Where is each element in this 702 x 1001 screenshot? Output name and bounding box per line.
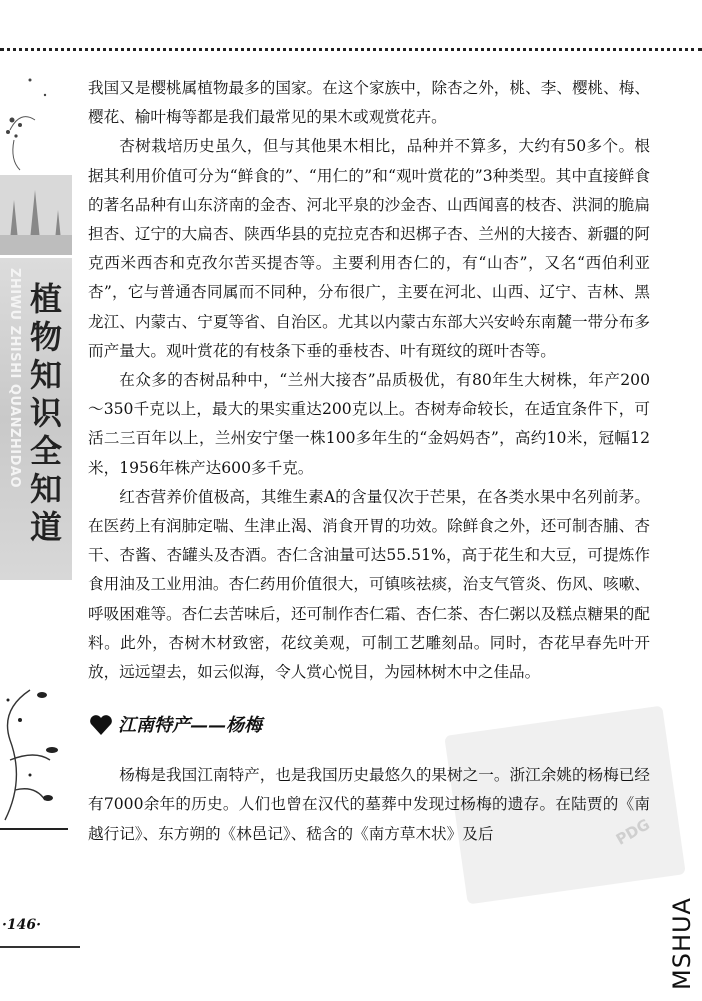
series-title: 植物知识全知道 (25, 282, 63, 548)
floral-decoration-top (0, 70, 72, 260)
page-number: ·146· (2, 917, 41, 933)
paragraph-4: 红杏营养价值极高，其维生素A的含量仅次于芒果，在各类水果中名列前茅。在医药上有润肺定喘、生津止渴、消食开胃的功效。除鲜食之外，还可制杏脯、杏干、杏酱、杏罐头及杏酒。杏仁含油量可达55.51%，高于花生和大豆，可提炼作食用油及工业用油。杏仁药用价值很大，可镇咳祛痰，治支气管炎、伤风、咳嗽、呼吸困难等。杏仁去苦味后，还可制作杏仁霜、杏仁茶、杏仁粥以及糕点糖果的配料。此外，杏树木材致密，花纹美观，可制工艺雕刻品。同时，杏花早春先叶开放，远远望去，如云似海，令人赏心悦目，为园林树木中之佳品。 (88, 487, 650, 682)
watermark-text: PDG (612, 815, 653, 849)
bottom-rule (0, 946, 80, 948)
paragraph-2: 杏树栽培历史虽久，但与其他果木相比，品种并不算多，大约有50多个。根据其利用价值可分为“鲜食的”、“用仁的”和“观叶赏花的”3种类型。其中直接鲜食的著名品种有山东济南的金杏、河北平泉的沙金杏、山西闻喜的枝杏、洪洞的脆扁担杏、辽宁的大扁杏、陕西华县的克拉克杏和迟梆子杏、兰州的大接杏、新疆的阿克西米西杏和克孜尔苦买提杏等。主要利用杏仁的，有“山杏”，又名“西伯利亚杏”，它与普通杏同属而不同种，分布很广，主要在河北、山西、辽宁、吉林、黑龙江、内蒙古、宁夏等省、自治区。尤其以内蒙古东部大兴安岭东南麓一带分布多而产量大。观叶赏花的有枝条下垂的垂枝杏、叶有斑纹的斑叶杏等。 (88, 137, 650, 360)
corner-mark: MSHUA (668, 897, 696, 990)
paragraph-1: 我国又是樱桃属植物最多的国家。在这个家族中，除杏之外，桃、李、樱桃、梅、樱花、榆叶梅等都是我们最常见的果木或观赏花卉。 (88, 79, 650, 127)
series-pinyin: ZHIWU ZHISHI QUANZHIDAO (7, 268, 22, 489)
section-heading (88, 697, 650, 753)
paragraph-3: 在众多的杏树品种中，“兰州大接杏”品质极优，有80年生大树株，年产200～350千克以上，最大的果实重达200克以上。杏树寿命较长，在适宜条件下，可活二三百年以上，兰州安宁堡一株100多年生的“金妈妈杏”，高约10米，冠幅12米，1956年株产达600多千克。 (88, 371, 650, 477)
section-heading-text: 江南特产——杨梅 (118, 714, 262, 736)
left-divider (0, 828, 68, 830)
top-dotted-rule (0, 48, 702, 51)
page-body (88, 74, 650, 849)
heart-icon (88, 712, 114, 738)
paragraph-5: 杨梅是我国江南特产，也是我国历史最悠久的果树之一。浙江余姚的杨梅已经有7000余年的历史。人们也曾在汉代的墓葬中发现过杨梅的遗存。在陆贾的《南越行记》、东方朔的《林邑记》、嵇含的《南方草木状》及后 (88, 766, 650, 843)
floral-decoration-bottom (0, 680, 75, 830)
